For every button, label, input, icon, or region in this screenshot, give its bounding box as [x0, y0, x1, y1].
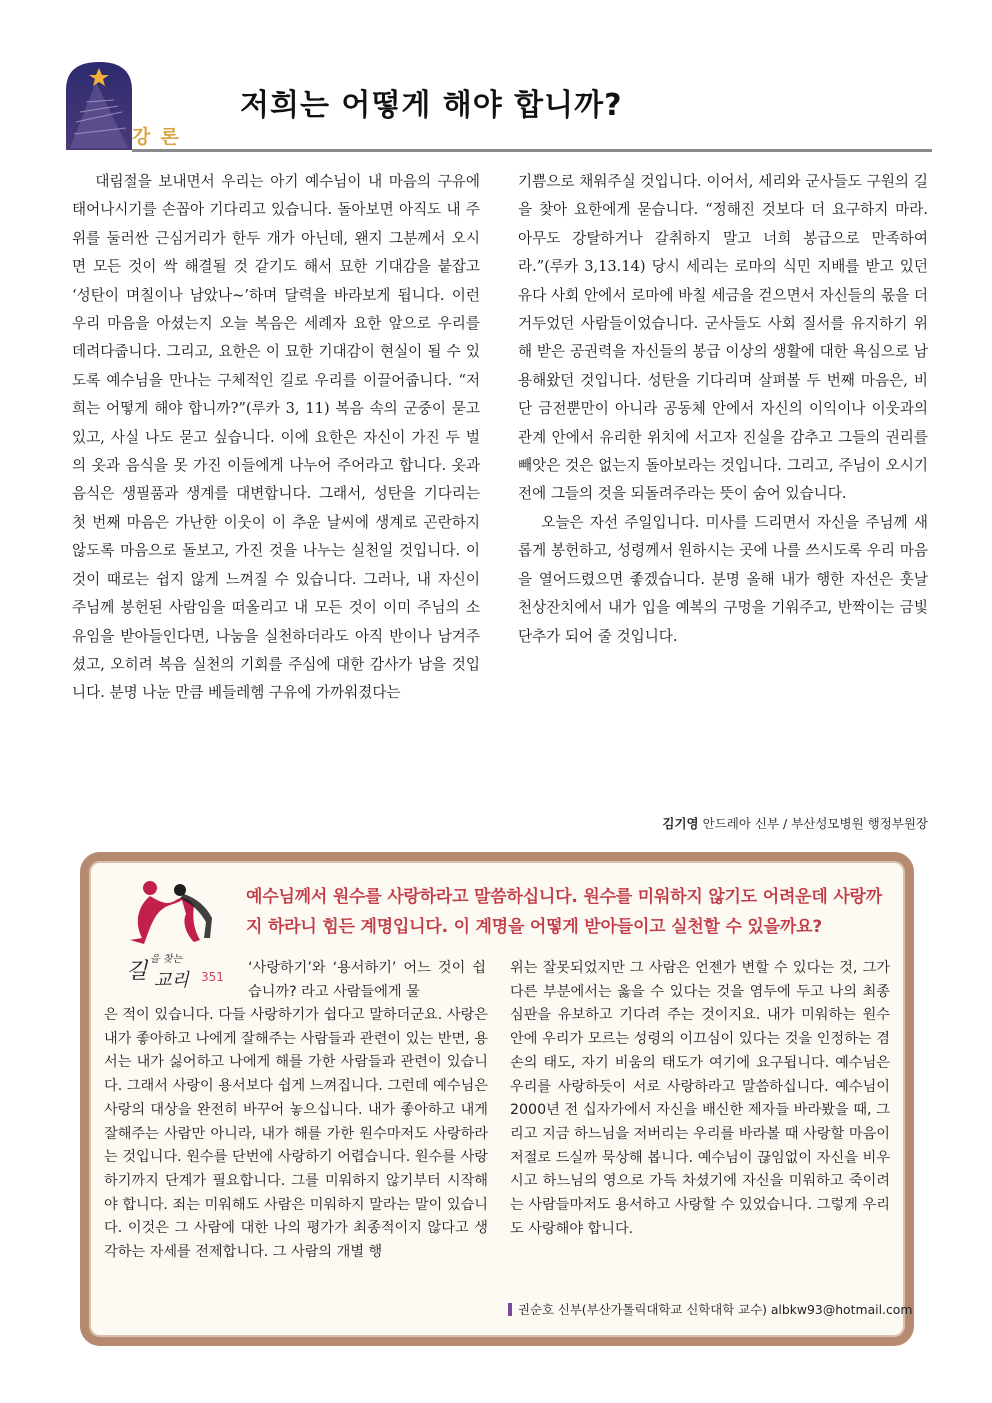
author-name: 김기영 [662, 816, 699, 831]
sermon-byline [518, 814, 928, 832]
sermon-paragraph: 대림절을 보내면서 우리는 아기 예수님이 내 마음의 구유에 태어나시기를 손꼽아 기다리고 있습니다. 돌아보면 아직도 내 주위를 둘러싼 근심거리가 한두 개가 아닌데, 왠지 그분께서 오시면 모든 것이 싹 해결될 것 같기도 해서 묘한 기대감을 붙잡고 ‘성탄이 며칠이나 남았나~’하며 달력을 바라보게 됩니다. 이런 우리 마음을 아셨는지 오늘 복음은 세례자 요한 앞으로 우리를 데려다줍니다. 그리고, 요한은 이 묘한 기대감이 현실이 될 수 있도록 예수님을 만나는 구체적인 길로 우리를 이끌어줍니다. “저희는 어떻게 해야 합니까?”(루카 3, 11) 복음 속의 군중이 묻고 있고, 사실 나도 묻고 싶습니다. 이에 요한은 자신이 가진 두 벌의 옷과 음식을 못 가진 이들에게 나누어 주어라고 합니다. 옷과 음식은 생필품과 생계를 대변합니다. 그래서, 성탄을 기다리는 첫 번째 마음은 가난한 이웃이 이 추운 날씨에 생계로 곤란하지 않도록 마음으로 돌보고, 가진 것을 나누는 실천일 것입니다. 이것이 때로는 쉽지 않게 느껴질 수 있습니다. 그러나, 내 자신이 주님께 봉헌된 사람임을 떠올리고 내 모든 것이 이미 주님의 소유임을 받아들인다면, 나눔을 실천하더라도 아직 반이나 남겨주셨고, 오히려 복음 실천의 기회를 주심에 대한 감사가 남을 것입니다. 분명 나눈 만큼 베들레헴 구유에 가까워졌다는 [72, 173, 480, 702]
page-title: 저희는 어떻게 해야 합니까? [240, 88, 623, 123]
sermon-column-right [518, 168, 928, 651]
sermon-paragraph: 기쁨으로 채워주실 것입니다. 이어서, 세리와 군사들도 구원의 길을 찾아 요한에게 묻습니다. “정해진 것보다 더 요구하지 마라. 아무도 강탈하거나 갈취하지 말고 너희 봉급으로 만족하여라.”(루카 3,13.14) 당시 세리는 로마의 식민 지배를 받고 있던 유다 사회 안에서 로마에 바칠 세금을 걷으면서 자신들의 몫을 더 거두었던 사람들이었습니다. 군사들도 사회 질서를 유지하기 위해 받은 공권력을 자신들의 봉급 이상의 생활에 대한 욕심으로 남용해왔던 것입니다. 성탄을 기다리며 살펴볼 두 번째 마음은, 비단 금전뿐만이 아니라 공동체 안에서 자신의 이익이나 이웃과의 관계 안에서 유리한 위치에 서고자 진실을 감추고 그들의 권리를 빼앗은 것은 없는지 돌아보라는 것입니다. 그리고, 주님이 오시기 전에 그들의 것을 되돌려주라는 뜻이 숨어 있습니다. [518, 173, 928, 503]
answer-column-right: 위는 잘못되었지만 그 사람은 언젠가 변할 수 있다는 것, 그가 다른 부분에서는 옳을 수 있다는 것을 염두에 두고 나의 최종 심판을 유보하고 기다려 주는 것이지요. 내가 미워하는 원수 안에 우리가 모르는 성령의 이끄심이 있다는 것을 인정하는 겸손의 태도, 자기 비움의 태도가 여기에 요구됩니다. 예수님은 우리를 사랑하듯이 서로 사랑하라고 말씀하십니다. 예수님이 2000년 전 십자가에서 자신을 배신한 제자들 바라봤을 때, 그리고 지금 하느님을 저버리는 우리를 바라볼 때 사랑할 마음이 저절로 드실까 묵상해 봅니다. 예수님이 끊임없이 자신을 비우시고 하느님의 영으로 가득 차셨기에 자신을 미워하고 죽이려는 사람들마저도 용서하고 사랑할 수 있었습니다. 그렇게 우리도 사랑해야 합니다. [510, 960, 890, 1237]
answer-intro: ‘사랑하기’와 ‘용서하기’ 어느 것이 쉽습니까? 라고 사람들에게 물 [248, 960, 486, 1000]
sermon-paragraph: 오늘은 자선 주일입니다. 미사를 드리면서 자신을 주님께 새롭게 봉헌하고, 성령께서 원하시는 곳에 나를 쓰시도록 우리 마음을 열어드렸으면 좋겠습니다. 분명 올해 내가 행한 자선은 훗날 천상잔치에서 내가 입을 예복의 구멍을 기워주고, 반짝이는 금빛 단추가 되어 줄 것입니다. [518, 513, 928, 645]
svg-text:교리: 교리 [154, 970, 189, 990]
question-heading: 예수님께서 원수를 사랑하라고 말씀하십니다. 원수를 미워하지 않기도 어려운데 사랑까지 하라니 힘든 계명입니다. 이 계명을 어떻게 받아들이고 실천할 수 있을까요? [246, 887, 882, 937]
column-number: 351 [201, 970, 224, 984]
section-label: 강론 [132, 126, 189, 148]
header-divider [132, 149, 932, 152]
byline-text: 권순호 신부(부산가톨릭대학교 신학대학 교수) albkw93@hotmail.com [518, 1302, 913, 1317]
answer-column-left: 은 적이 있습니다. 다들 사랑하기가 쉽다고 말하더군요. 사랑은 내가 좋아하고 나에게 잘해주는 사람들과 관련이 있는 반면, 용서는 내가 싫어하고 나에게 해를 가한 사람들과 관련이 있습니다. 그래서 사랑이 용서보다 쉽게 느껴집니다. 그런데 예수님은 사랑의 대상을 완전히 바꾸어 놓으십니다. 내가 좋아하고 내게 잘해주는 사람만 아니라, 내가 해를 가한 원수마저도 사랑하라는 것입니다. 원수를 단번에 사랑하기 어렵습니다. 원수를 사랑하기까지 단계가 필요합니다. 그를 미워하지 않기부터 시작해야 합니다. 죄는 미워해도 사람은 미워하지 말라는 말이 있습니다. 이것은 그 사람에 대한 나의 평가가 최종적이지 않다고 생각하는 자세를 전제합니다. 그 사람의 개별 행 [104, 1007, 488, 1261]
byline-bar [508, 1303, 512, 1316]
svg-text:을 찾는: 을 찾는 [150, 954, 183, 965]
sermon-column-left [72, 168, 480, 708]
author-title: 안드레아 신부 / 부산성모병원 행정부원장 [698, 816, 928, 831]
svg-text:길: 길 [126, 959, 148, 984]
stained-glass-icon [66, 62, 132, 150]
answer-byline [508, 1300, 912, 1318]
